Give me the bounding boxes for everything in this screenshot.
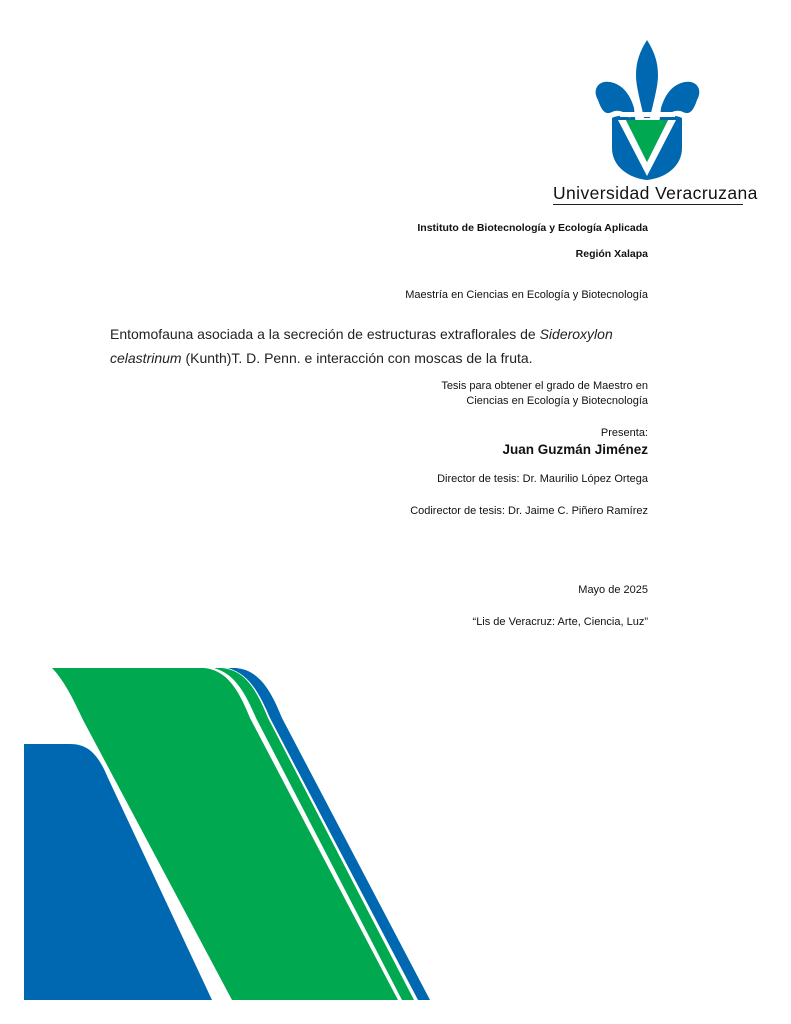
title-part1: Entomofauna asociada a la secreción de estructuras extraflorales de — [110, 326, 540, 342]
motto-line: “Lis de Veracruz: Arte, Ciencia, Luz” — [472, 616, 648, 628]
species-epithet: celastrinum — [110, 350, 182, 366]
university-underline — [553, 204, 743, 205]
director-line: Director de tesis: Dr. Maurilio López Ortega — [437, 473, 648, 485]
degree-statement — [441, 379, 648, 409]
flor-de-lis-logo-icon — [590, 38, 705, 183]
presenta-label: Presenta: — [600, 427, 648, 439]
institute-name: Instituto de Biotecnología y Ecología Aplicada — [417, 222, 648, 234]
degree-line-1: Tesis para obtener el grado de Maestro en — [441, 380, 648, 392]
species-genus: Sideroxylon — [539, 326, 613, 342]
university-name: Universidad Veracruzana — [553, 183, 758, 203]
codirector-line: Codirector de tesis: Dr. Jaime C. Piñero Ramírez — [410, 505, 648, 517]
author-name: Juan Guzmán Jiménez — [502, 442, 648, 457]
date-line: Mayo de 2025 — [578, 584, 648, 596]
thesis-title — [110, 322, 655, 370]
program-name: Maestría en Ciencias en Ecología y Biotecnología — [405, 289, 648, 301]
title-part2: (Kunth)T. D. Penn. e interacción con moscas de la fruta. — [181, 350, 533, 366]
decorative-stripes-icon — [0, 660, 440, 1024]
degree-line-2: Ciencias en Ecología y Biotecnología — [466, 395, 648, 407]
region-name: Región Xalapa — [575, 248, 648, 260]
